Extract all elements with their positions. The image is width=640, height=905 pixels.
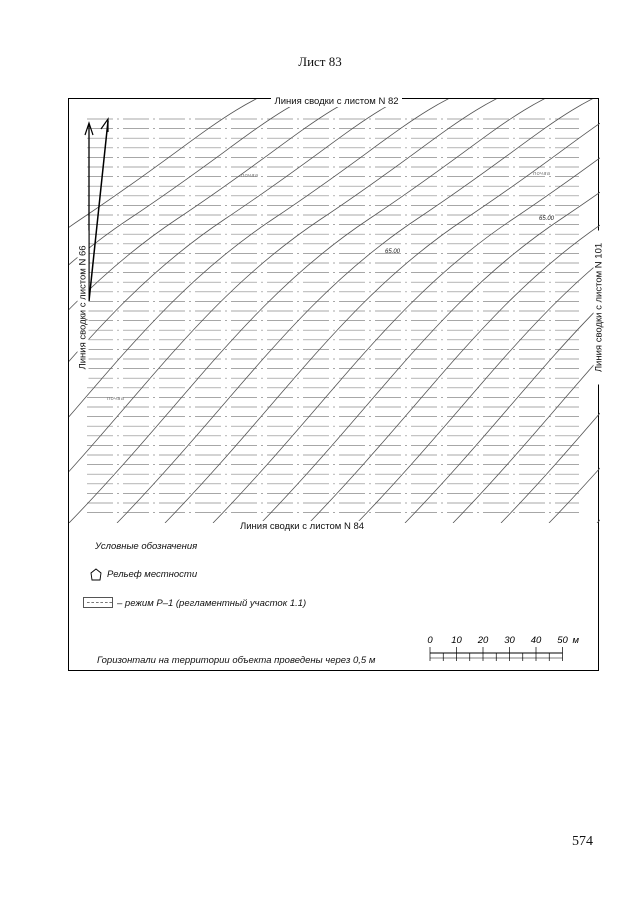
scale-tick-label: 0 [427, 635, 433, 646]
scale-tick-label: 10 [451, 635, 462, 646]
contour-interval-note: Горизонтали на территории объекта проведены через 0,5 м [97, 655, 376, 666]
zone-hatching [87, 119, 579, 513]
sheet-title: Лист 83 [298, 54, 342, 69]
legend-title: Условные обозначения [95, 541, 198, 552]
zone-swatch [83, 597, 113, 608]
relief-symbol-icon [89, 568, 103, 582]
page-number: 574 [572, 834, 593, 849]
contour-value-label: 65.00 [539, 216, 555, 222]
scale-tick-label: 20 [477, 635, 489, 646]
legend-relief-label: Рельеф местности [107, 569, 198, 580]
map-area [69, 96, 605, 532]
scale-tick-label: 50 [557, 635, 568, 646]
edge-label-right: Линия сводки с листом N 101 [594, 231, 605, 385]
scale-unit-label: м [572, 635, 580, 646]
scale-tick-label: 30 [504, 635, 515, 646]
edge-label-left: Линия сводки с листом N 66 [78, 231, 89, 385]
map-sheet-frame [68, 96, 605, 671]
legend-zone-label: – режим Р–1 (регламентный участок 1.1) [117, 598, 307, 609]
map-field-note: почва [107, 396, 125, 402]
contour-value-label: 65.00 [385, 249, 401, 255]
map-field-note: почва [241, 173, 259, 179]
scale-tick-label: 40 [530, 635, 542, 646]
map-canvas [69, 99, 600, 523]
edge-label-bottom: Линия сводки с листом N 84 [69, 521, 535, 532]
edge-label-top: Линия сводки с листом N 82 [69, 96, 604, 107]
scale-bar [424, 631, 584, 665]
map-field-note: почва [533, 171, 551, 177]
legend [69, 531, 600, 671]
